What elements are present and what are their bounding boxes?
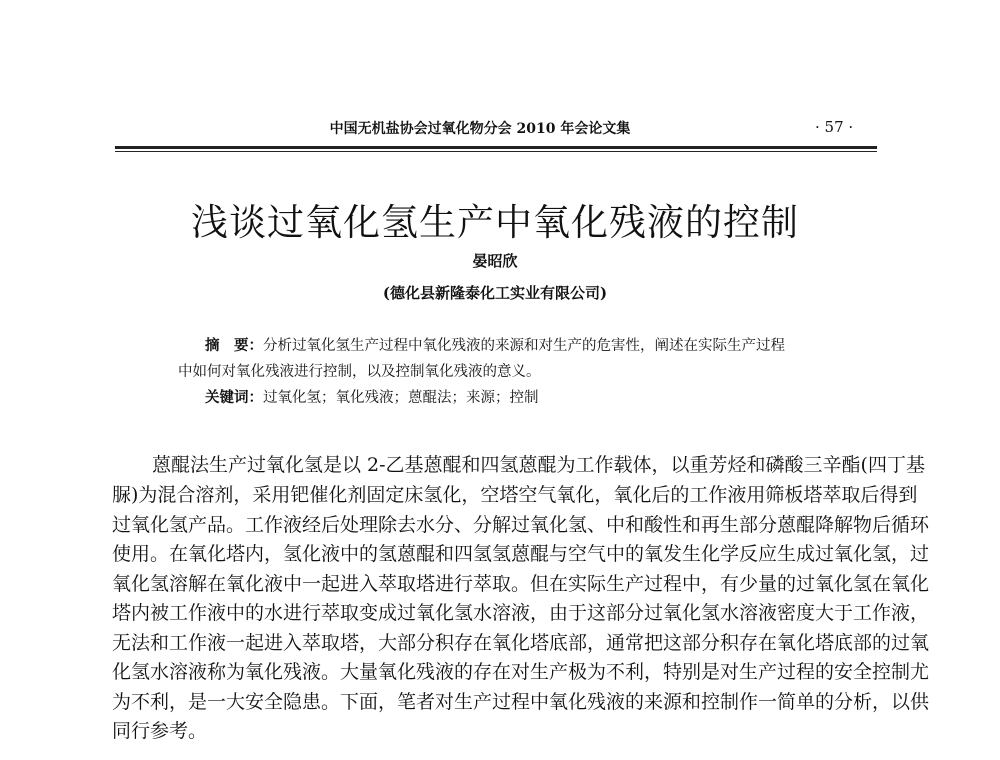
body-line: 化氢水溶液称为氧化残液。大量氧化残液的存在对生产极为不利，特别是对生产过程的安全控制尤: [112, 661, 930, 683]
abstract-line-1: [205, 334, 785, 355]
body-line: 氧化氢溶解在氧化液中一起进入萃取塔进行萃取。但在实际生产过程中，有少量的过氧化氢在氧化: [112, 573, 930, 595]
body-line: 蒽醌法生产过氧化氢是以 2-乙基蒽醌和四氢蒽醌为工作载体，以重芳烃和磷酸三辛酯(四丁基: [152, 454, 925, 476]
body-line: 过氧化氢产品。工作液经后处理除去水分、分解过氧化氢、中和酸性和再生部分蒽醌降解物后循环: [112, 514, 930, 536]
header-rule-thick: [115, 146, 877, 149]
abstract-label: 摘 要：: [205, 337, 263, 354]
body-line: 无法和工作液一起进入萃取塔，大部分积存在氧化塔底部，通常把这部分积存在氧化塔底部的过氧: [112, 632, 930, 654]
body-line: 使用。在氧化塔内，氢化液中的氢蒽醌和四氢氢蒽醌与空气中的氧发生化学反应生成过氧化氢，过: [112, 543, 930, 565]
running-header: 中国无机盐协会过氧化物分会 2010 年会论文集: [329, 121, 631, 137]
body-line: 为不利，是一大安全隐患。下面，笔者对生产过程中氧化残液的来源和控制作一简单的分析，以供: [112, 691, 930, 713]
abstract-line-2: 中如何对氧化残液进行控制，以及控制氧化残液的意义。: [178, 364, 541, 380]
keywords-text: 过氧化氢；氧化残液；蒽醌法；来源；控制: [263, 390, 539, 406]
header-rule-thin: [115, 151, 877, 152]
body-line: 同行参考。: [112, 720, 208, 742]
abstract-text: 分析过氧化氢生产过程中氧化残液的来源和对生产的危害性，阐述在实际生产过程: [263, 338, 785, 354]
body-line: 塔内被工作液中的水进行萃取变成过氧化氢水溶液，由于这部分过氧化氢水溶液密度大于工作液，: [112, 602, 930, 624]
page-number: · 57 ·: [815, 118, 854, 136]
affiliation: (德化县新隆泰化工实业有限公司): [382, 284, 608, 302]
author: 晏昭欣: [472, 252, 518, 270]
keywords-line: [205, 386, 539, 407]
keywords-label: 关键词：: [205, 389, 263, 406]
body-line: 脲)为混合溶剂，采用钯催化剂固定床氢化，空塔空气氧化，氧化后的工作液用筛板塔萃取后得到: [112, 484, 918, 506]
article-title: 浅谈过氧化氢生产中氧化残液的控制: [191, 201, 799, 244]
